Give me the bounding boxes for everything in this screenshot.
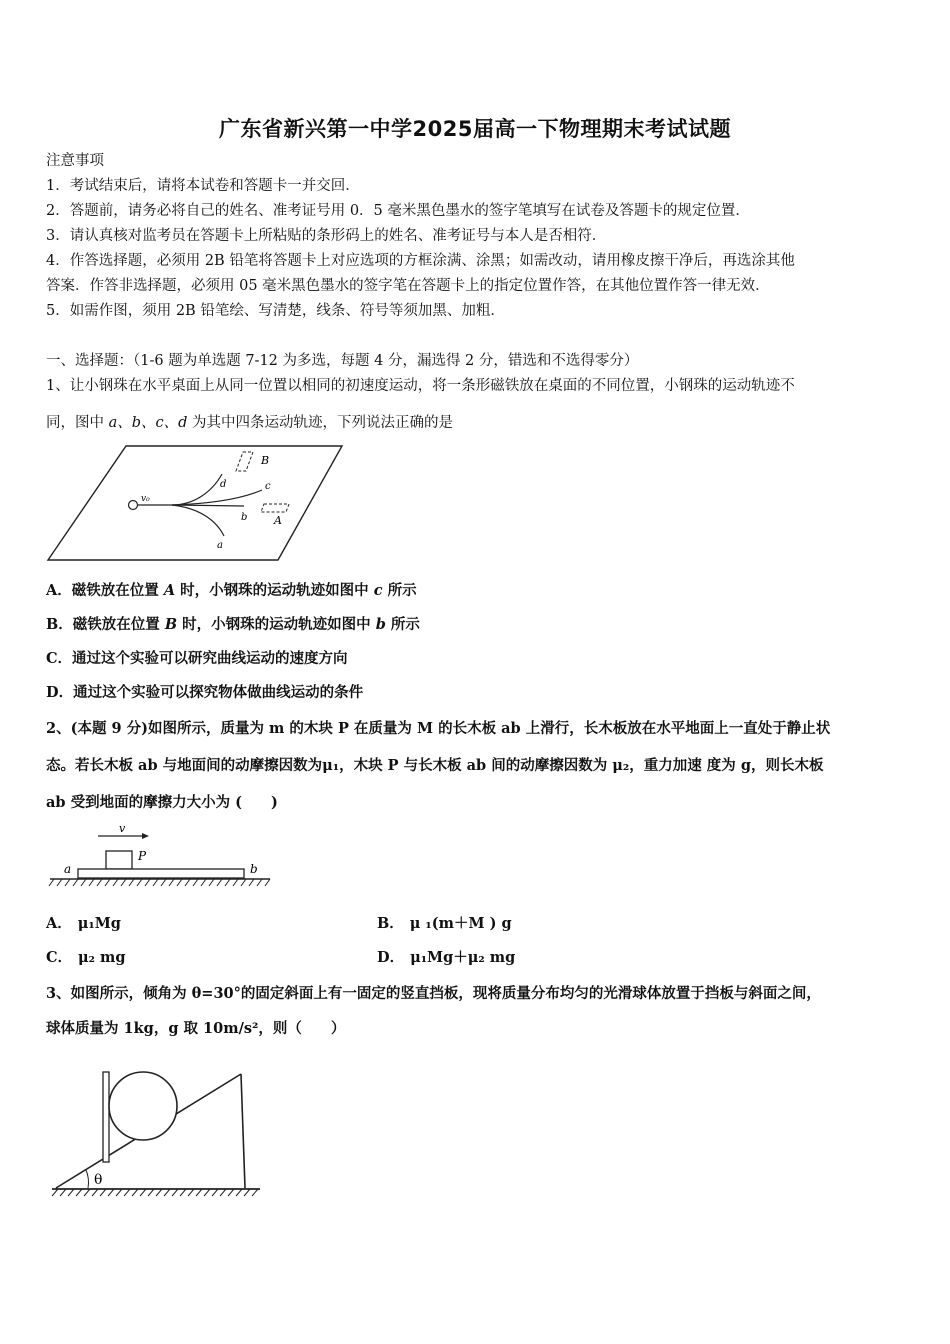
option-key: D． xyxy=(377,949,405,966)
angle-arc xyxy=(86,1170,88,1188)
notice-item: 1．考试结束后，请将本试卷和答题卡一并交回． xyxy=(46,178,360,194)
incline-vertical-side xyxy=(241,1074,245,1188)
page-title: 广东省新兴第一中学2025届高一下物理期末考试试题 xyxy=(219,117,731,141)
trajectory-a xyxy=(172,505,224,536)
option-key: C． xyxy=(46,650,73,667)
label-a: a xyxy=(64,862,72,876)
option-key: B． xyxy=(46,616,73,633)
q1-option-b[interactable] xyxy=(46,615,420,635)
option-text: μ ₁(m＋M ) g xyxy=(409,915,512,932)
q2-stem-line2: 态。若长木板 ab 与地面间的动摩擦因数为μ₁，木块 P 与长木板 ab 间的动摩擦因数为 μ₂，重力加速 度为 g，则长木板 xyxy=(46,757,824,774)
notice-item: 4．作答选择题，必须用 2B 铅笔将答题卡上对应选项的方框涂满、涂黑；如需改动，请用橡皮擦干净后，再选涂其他 xyxy=(46,253,795,269)
label-B: B xyxy=(261,454,270,467)
option-text: 通过这个实验可以探究物体做曲线运动的条件 xyxy=(73,684,364,701)
q2-option-b[interactable] xyxy=(377,914,512,934)
q3-figure xyxy=(48,1064,266,1204)
option-text: 磁铁放在位置 xyxy=(71,582,164,599)
q1-figure xyxy=(44,442,344,564)
q1-stem-part: 为其中四条运动轨迹，下列说法正确的是 xyxy=(187,415,454,431)
sphere xyxy=(109,1072,177,1140)
q3-stem-line2: 球体质量为 1kg，g 取 10m/s²，则（ ） xyxy=(46,1020,346,1037)
label-a: a xyxy=(217,540,223,551)
q1-stem-line2 xyxy=(46,413,453,433)
label-d: d xyxy=(220,479,227,490)
notice-heading: 注意事项 xyxy=(46,153,104,169)
trajectory-d xyxy=(172,474,222,505)
option-var: A xyxy=(163,582,176,599)
label-b: b xyxy=(250,862,258,876)
q1-stem-line1: 1、让小钢珠在水平桌面上从同一位置以相同的初速度运动，将一条形磁铁放在桌面的不同位置，小钢珠的运动轨迹不 xyxy=(46,378,795,394)
option-text: 时，小钢珠的运动轨迹如图中 xyxy=(177,616,376,633)
q2-stem-line3: ab 受到地面的摩擦力大小为 ( ) xyxy=(46,794,278,811)
option-var: B xyxy=(164,616,178,633)
option-key: D． xyxy=(46,684,74,701)
notice-item: 答案．作答非选择题，必须用 05 毫米黑色墨水的签字笔在答题卡上的指定位置作答，在其他位置作答一律无效． xyxy=(46,278,770,294)
q1-option-c[interactable] xyxy=(46,649,348,669)
label-P: P xyxy=(138,849,147,863)
vertical-baffle xyxy=(103,1072,109,1162)
block-P xyxy=(106,851,132,869)
ground-hatching xyxy=(52,1189,258,1196)
section-heading: 一、选择题：（1-6 题为单选题 7-12 为多选，每题 4 分，漏选得 2 分，错选和不选得零分） xyxy=(46,353,639,369)
option-key: B． xyxy=(377,915,404,932)
label-theta: θ xyxy=(94,1172,103,1188)
ball-start xyxy=(129,501,138,510)
option-text: 所示 xyxy=(385,616,420,633)
option-var: b xyxy=(375,616,386,633)
q1-option-d[interactable] xyxy=(46,683,363,703)
option-text: 时，小钢珠的运动轨迹如图中 xyxy=(175,582,374,599)
q2-figure xyxy=(46,822,276,892)
label-b: b xyxy=(241,512,248,523)
label-v0: v₀ xyxy=(141,494,150,504)
q1-stem-vars: a、b、c、d xyxy=(108,415,188,431)
q3-stem-line1: 3、如图所示，倾角为 θ=30°的固定斜面上有一固定的竖直挡板，现将质量分布均匀的光滑球体放置于挡板与斜面之间， xyxy=(46,985,821,1002)
q2-option-d[interactable] xyxy=(377,948,515,968)
option-var: c xyxy=(373,582,383,599)
option-key: C． xyxy=(46,949,73,966)
notice-item: 2．答题前，请务必将自己的姓名、准考证号用 0．5 毫米黑色墨水的签字笔填写在试卷及答题卡的规定位置． xyxy=(46,203,750,219)
magnet-position-A xyxy=(261,504,289,512)
option-text: 磁铁放在位置 xyxy=(72,616,165,633)
long-board xyxy=(78,869,244,878)
velocity-arrowhead xyxy=(142,833,149,839)
trajectory-b xyxy=(172,505,244,506)
table-surface xyxy=(48,446,342,560)
notice-item: 5．如需作图，须用 2B 铅笔绘、写清楚，线条、符号等须加黑、加粗． xyxy=(46,303,505,319)
q2-stem-line1: 2、(本题 9 分)如图所示，质量为 m 的木块 P 在质量为 M 的长木板 ab 上滑行，长木板放在水平地面上一直处于静止状 xyxy=(46,720,831,737)
option-key: A． xyxy=(46,582,72,599)
option-key: A． xyxy=(46,915,72,932)
option-text: 所示 xyxy=(382,582,417,599)
label-v: v xyxy=(119,822,126,835)
q1-stem-part: 同，图中 xyxy=(46,415,109,431)
option-text: μ₁Mg＋μ₂ mg xyxy=(410,949,516,966)
option-text: μ₂ mg xyxy=(78,949,126,966)
label-A: A xyxy=(274,514,282,527)
notice-item: 3．请认真核对监考员在答题卡上所粘贴的条形码上的姓名、准考证号与本人是否相符． xyxy=(46,228,607,244)
q2-option-c[interactable] xyxy=(46,948,126,968)
option-text: 通过这个实验可以研究曲线运动的速度方向 xyxy=(72,650,348,667)
ground-hatching xyxy=(49,879,270,886)
option-text: μ₁Mg xyxy=(77,915,121,932)
label-c: c xyxy=(265,481,271,492)
q2-option-a[interactable] xyxy=(46,914,121,934)
magnet-position-B xyxy=(236,452,253,471)
q1-option-a[interactable] xyxy=(46,581,417,601)
